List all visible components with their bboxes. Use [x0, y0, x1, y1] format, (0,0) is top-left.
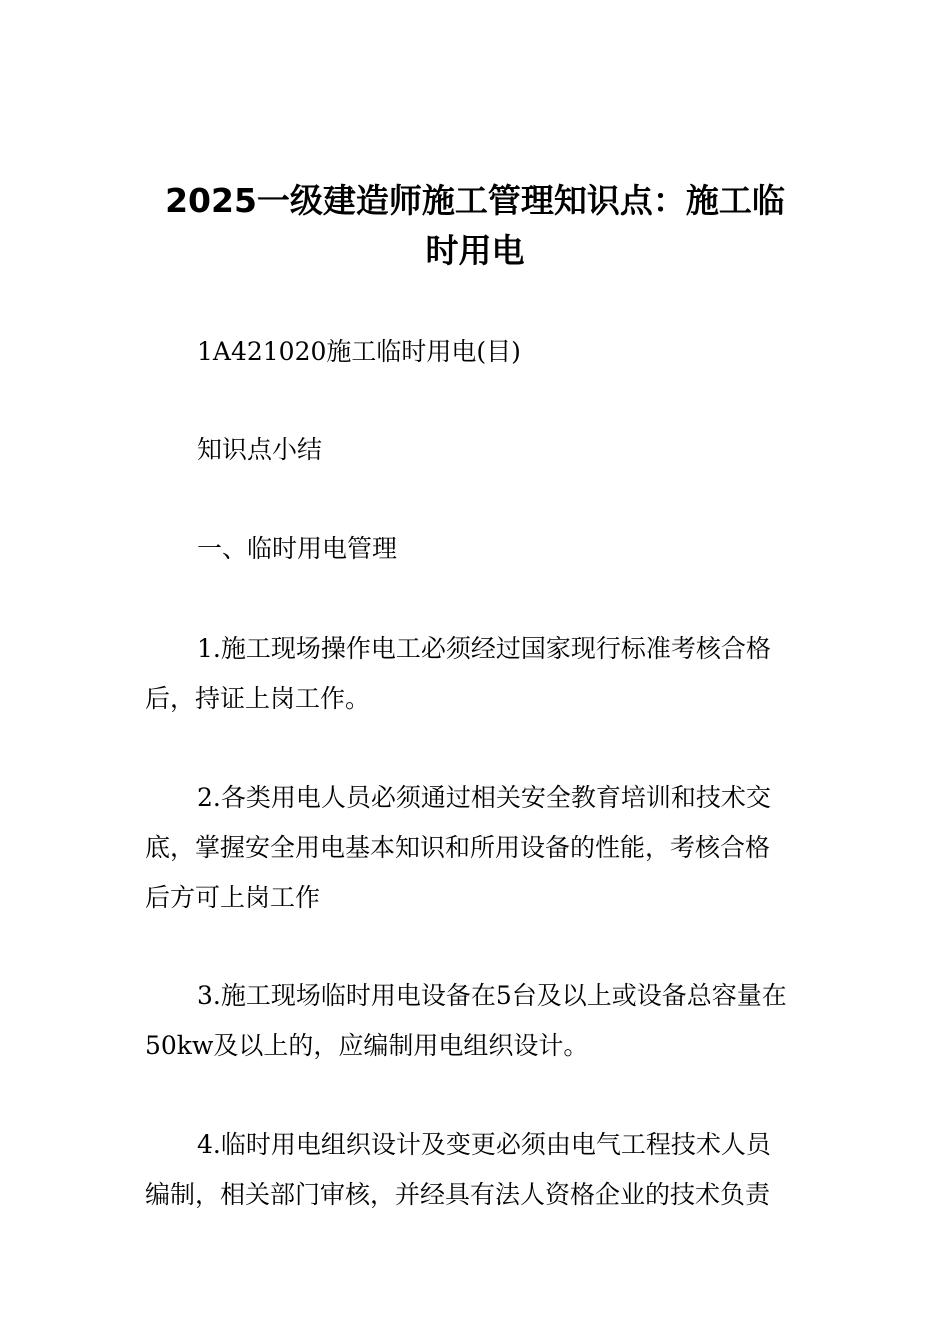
section-heading-1: 一、临时用电管理	[197, 534, 398, 563]
paragraph-line: 3.施工现场临时用电设备在5台及以上或设备总容量在	[197, 981, 787, 1010]
paragraph-line: 50kw及以上的，应编制用电组织设计。	[145, 1031, 589, 1060]
paragraph-line: 4.临时用电组织设计及变更必须由电气工程技术人员	[197, 1130, 771, 1159]
paragraph-line: 底，掌握安全用电基本知识和所用设备的性能，考核合格	[145, 833, 771, 862]
paragraph-line: 后，持证上岗工作。	[145, 684, 371, 713]
paragraph-line: 2.各类用电人员必须通过相关安全教育培训和技术交	[197, 783, 771, 812]
paragraph-line: 后方可上岗工作	[145, 883, 321, 912]
paragraph-line: 1.施工现场操作电工必须经过国家现行标准考核合格	[197, 634, 771, 663]
section-code: 1A421020施工临时用电(目)	[197, 337, 521, 366]
document-title-line-2: 时用电	[425, 231, 525, 270]
summary-heading: 知识点小结	[197, 435, 323, 464]
document-title-line-1: 2025一级建造师施工管理知识点：施工临	[165, 181, 785, 220]
paragraph-line: 编制，相关部门审核，并经具有法人资格企业的技术负责	[145, 1180, 771, 1209]
